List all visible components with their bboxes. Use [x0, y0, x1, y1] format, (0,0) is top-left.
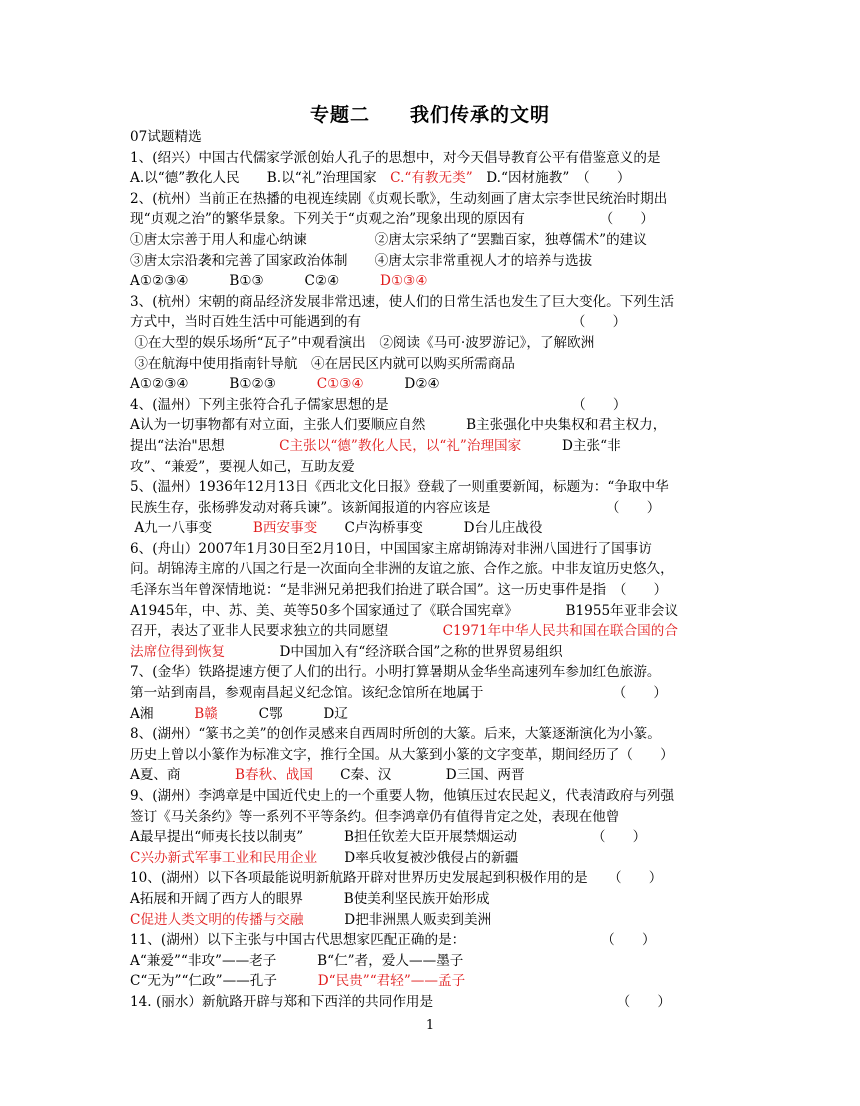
text-line	[130, 601, 730, 622]
text-line	[130, 889, 730, 910]
text-segment: D把非洲黑人贩卖到美洲	[303, 911, 492, 928]
text-segment: 问。胡锦涛主席的八国之行是一次面向全非洲的友谊之旅、合作之旅。中非友谊历史悠久，	[130, 561, 674, 578]
text-line	[130, 621, 730, 642]
text-line	[130, 127, 730, 148]
text-line	[130, 745, 730, 766]
text-line	[130, 477, 730, 498]
text-line	[130, 910, 730, 931]
text-line	[130, 498, 730, 519]
answer-highlight: D“民贵”“君轻”——孟子	[317, 973, 466, 990]
text-segment: 10、(湖州）以下各项最能说明新航路开辟对世界历史发展起到积极作用的是 （ ）	[130, 870, 663, 887]
text-segment: 毛泽东当年曾深情地说：“是非洲兄弟把我们抬进了联合国”。这一历史事件是指 （ ）	[130, 582, 668, 599]
text-line	[130, 457, 730, 478]
text-segment: 9、(湖州）李鸿章是中国近代史上的一个重要人物，他镇压过农民起义，代表清政府与列强	[130, 788, 675, 804]
text-line	[130, 251, 730, 272]
answer-highlight: D①③④	[380, 273, 428, 290]
text-segment: 14. (丽水）新航路开辟与郑和下西洋的共同作用是 （ ）	[130, 993, 672, 1010]
answer-highlight: B赣	[194, 705, 218, 722]
text-segment: C卢沟桥事变 D台儿庄战役	[317, 520, 543, 537]
text-segment: D②④	[363, 376, 440, 393]
text-segment: A湘	[130, 705, 195, 722]
text-segment: D主张“非	[521, 437, 621, 454]
text-segment: A1945年，中、苏、美、英等50多个国家通过了《联合国宪章》 B1955年亚非会议	[130, 602, 679, 619]
text-line	[130, 148, 730, 169]
question-list	[130, 127, 730, 1013]
text-segment: 召开，表达了亚非人民要求独立的共同愿望	[130, 623, 443, 640]
text-segment: 3、(杭州）宋朝的商品经济发展非常迅速，使人们的日常生活也发生了巨大变化。下列生活	[130, 293, 675, 310]
text-line	[130, 374, 730, 395]
page-number: 1	[425, 1018, 435, 1033]
text-line	[130, 209, 730, 230]
text-segment: A“兼爱”“非攻”——老子 B“仁”者，爱人——墨子	[130, 952, 464, 969]
text-segment: ①唐太宗善于用人和虚心纳谏 ②唐太宗采纳了“罢黜百家，独尊儒术”的建议	[130, 231, 647, 248]
text-line	[130, 189, 730, 210]
text-line	[130, 683, 730, 704]
text-segment: 攻”、“兼爱”，要视人如己，互助友爱	[130, 458, 355, 475]
text-line	[130, 642, 730, 663]
text-segment: 方式中，当时百姓生活中可能遇到的有 （ ）	[130, 314, 627, 331]
text-line	[130, 807, 730, 828]
text-segment: C鄂 D辽	[217, 705, 348, 722]
text-line	[130, 868, 730, 889]
text-segment: 6、(舟山）2007年1月30日至2月10日，中国国家主席胡锦涛对非洲八国进行了国事访	[130, 540, 652, 557]
text-line	[130, 827, 730, 848]
text-segment: 第一站到南昌，参观南昌起义纪念馆。该纪念馆所在地属于 （ ）	[130, 685, 667, 702]
text-segment: ③在航海中使用指南针导航 ④在居民区内就可以购买所需商品	[130, 355, 515, 372]
answer-highlight: 法席位得到恢复	[130, 643, 226, 660]
text-segment: A①②③④ B①③ C②④	[130, 273, 381, 290]
answer-highlight: C1971年中华人民共和国在联合国的合	[442, 623, 678, 640]
text-line	[130, 230, 730, 251]
text-segment: D中国加入有“经济联合国”之称的世界贸易组织	[225, 643, 563, 660]
answer-highlight: C主张以“德”教化人民，以“礼”治理国家	[279, 437, 522, 454]
page-title: 专题二 我们传承的文明	[309, 104, 550, 126]
text-segment: A①②③④ B①②③	[130, 376, 317, 393]
text-segment: 4、(温州）下列主张符合孔子儒家思想的是 （ ）	[130, 396, 627, 413]
text-segment: 历史上曾以小篆作为标准文字，推行全国。从大篆到小篆的文字变革，期间经历了（ ）	[130, 746, 674, 763]
text-line	[130, 971, 730, 992]
answer-highlight: C.“有教无类”	[390, 170, 473, 187]
text-segment: 1、(绍兴）中国古代儒家学派创始人孔子的思想中，对今天倡导教育公平有借鉴意义的是	[130, 149, 661, 166]
text-segment: D率兵收复被沙俄侵占的新疆	[317, 849, 519, 866]
text-line	[130, 992, 730, 1013]
answer-highlight: C兴办新式军事工业和民用企业	[130, 849, 318, 866]
text-segment: 11、(湖州）以下主张与中国古代思想家匹配正确的是： （ ）	[130, 932, 656, 949]
answer-highlight: C①③④	[316, 376, 364, 393]
text-line	[130, 395, 730, 416]
text-line	[130, 559, 730, 580]
text-line	[130, 580, 730, 601]
text-segment: 提出“法治"思想	[130, 437, 280, 454]
text-line	[130, 415, 730, 436]
text-segment: 民族生存，张杨骅发动对蒋兵谏”。该新闻报道的内容应该是 （ ）	[130, 499, 661, 516]
text-line	[130, 271, 730, 292]
text-segment: C“无为”“仁政”——孔子	[130, 973, 318, 990]
text-line	[130, 292, 730, 313]
text-segment: 7、(金华）铁路提速方便了人们的出行。小明打算暑期从金华坐高速列车参加红色旅游。	[130, 664, 661, 681]
answer-highlight: B西安事变	[252, 520, 318, 537]
text-segment: C秦、汉 D三国、两晋	[312, 767, 525, 784]
text-line	[130, 168, 730, 189]
text-line	[130, 930, 730, 951]
text-line	[130, 518, 730, 539]
text-line	[130, 333, 730, 354]
text-segment: 签订《马关条约》等一系列不平等条约。但李鸿章仍有值得肯定之处，表现在他曾	[130, 808, 620, 825]
text-segment: A夏、商	[130, 767, 235, 784]
text-segment: A最早提出“师夷长技以制夷” B担任钦差大臣开展禁烟运动 （ ）	[130, 829, 647, 846]
text-line	[130, 539, 730, 560]
text-segment: 2、(杭州）当前正在热播的电视连续剧《贞观长歌》，生动刻画了唐太宗李世民统治时期出	[130, 190, 668, 207]
text-segment: 5、(温州）1936年12月13日《西北文化日报》登载了一则重要新闻，标题为：“争取中华	[130, 479, 669, 496]
text-line	[130, 765, 730, 786]
text-segment: A.以“德”教化人民 B.以“礼”治理国家	[130, 170, 391, 187]
text-segment: 现“贞观之治”的繁华景象。下列关于“贞观之治”现象出现的原因有 （ ）	[130, 211, 654, 228]
text-segment: 8、(湖州）“篆书之美”的创作灵感来自西周时所创的大篆。后来，大篆逐渐演化为小篆。	[130, 726, 661, 743]
text-line	[130, 951, 730, 972]
text-line	[130, 662, 730, 683]
text-segment: D.“因材施教” （ ）	[472, 170, 631, 187]
text-segment: A九一八事变	[130, 520, 253, 537]
answer-highlight: B春秋、战国	[234, 767, 313, 784]
text-line	[130, 848, 730, 869]
text-line	[130, 354, 730, 375]
text-segment: ③唐太宗沿袭和完善了国家政治体制 ④唐太宗非常重视人才的培养与选拔	[130, 252, 593, 269]
text-line	[130, 724, 730, 745]
text-segment: A拓展和开阔了西方人的眼界 B使美利坚民族开始形成	[130, 890, 490, 907]
text-line	[130, 786, 730, 807]
text-line	[130, 704, 730, 725]
text-line	[130, 436, 730, 457]
text-segment: ①在大型的娱乐场所“瓦子”中观看演出 ②阅读《马可·波罗游记》，了解欧洲	[130, 334, 595, 351]
text-segment: A认为一切事物都有对立面，主张人们要顺应自然 B主张强化中央集权和君主权力，	[130, 417, 667, 434]
answer-highlight: C促进人类文明的传播与交融	[130, 911, 304, 928]
text-segment: 07试题精选	[130, 129, 202, 145]
text-line	[130, 312, 730, 333]
